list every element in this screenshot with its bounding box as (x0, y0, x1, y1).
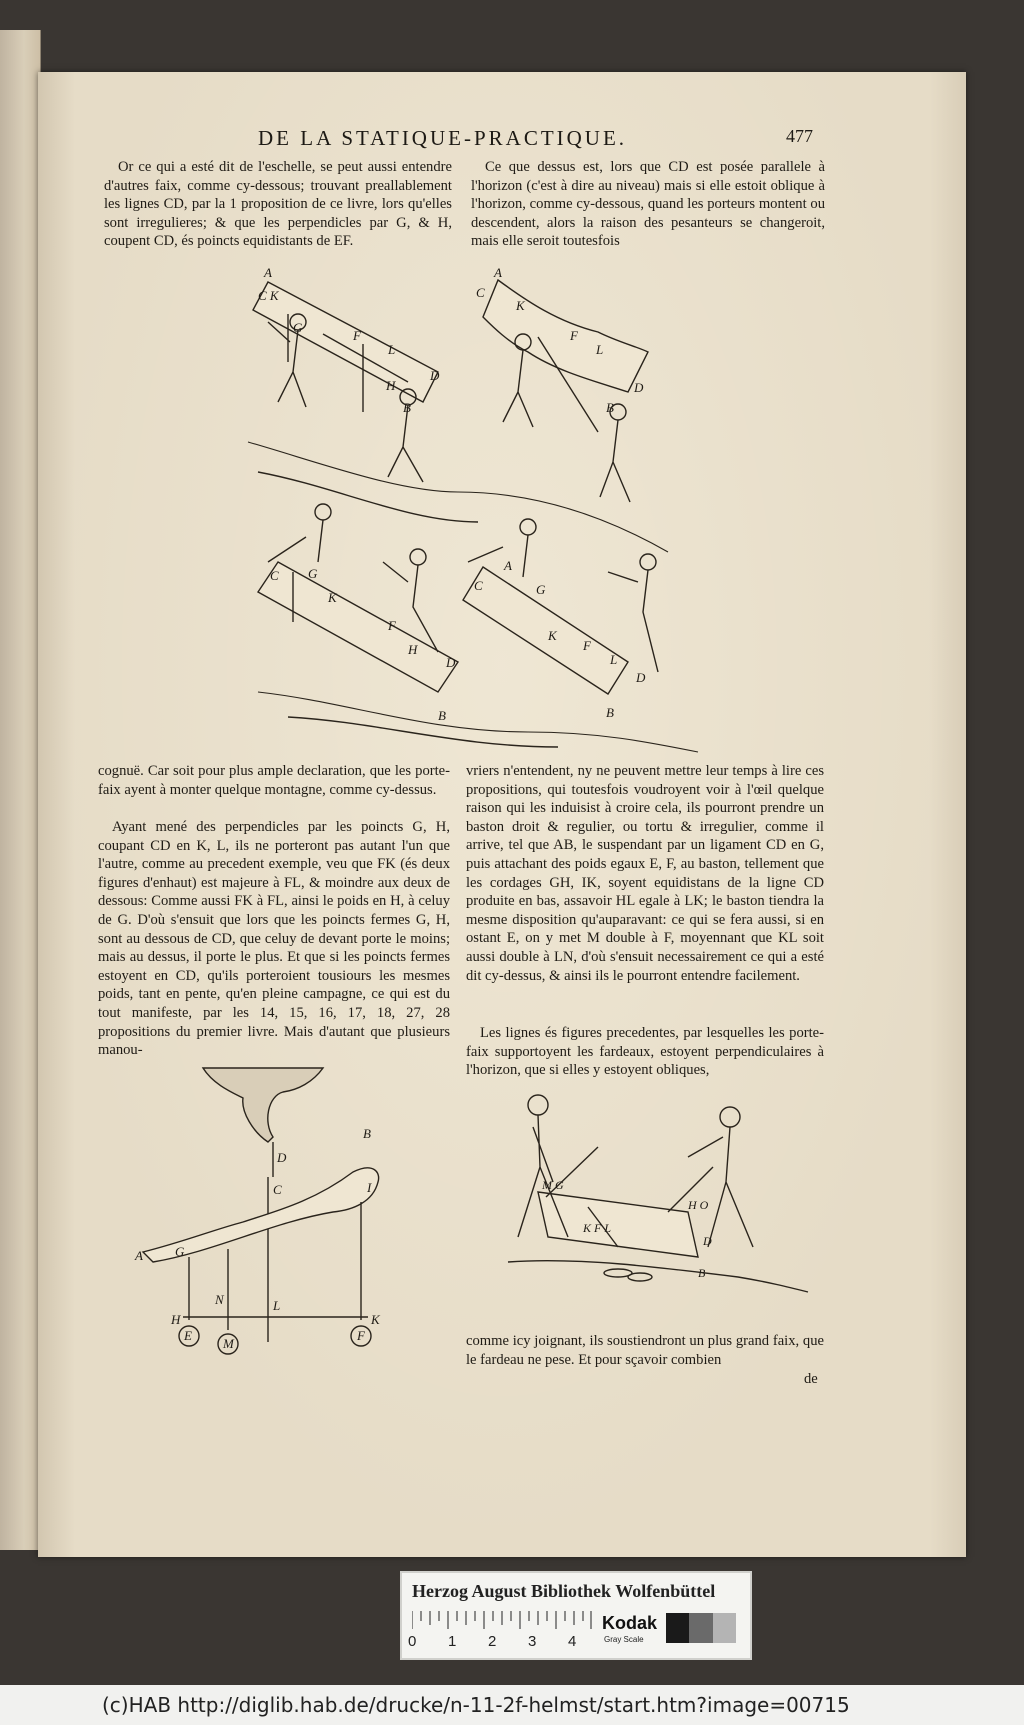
fig5-label-l: L (273, 1298, 281, 1313)
fig1-label-d: D (430, 368, 440, 383)
fig3-label-f: F (388, 618, 396, 633)
fig6-label-ho: H O (688, 1198, 709, 1212)
ruler-num-4: 4 (568, 1633, 577, 1650)
ruler-scale (412, 1611, 592, 1631)
fig5-label-f: F (357, 1328, 365, 1343)
fig4-label-k: K (548, 628, 557, 643)
fig2-label-f: F (570, 328, 578, 343)
fig4-label-l: L (610, 652, 618, 667)
fig5-label-c: C (273, 1182, 282, 1197)
fig6-label-kfl: K F L (583, 1221, 612, 1235)
col1-para3: Ayant mené des perpendicles par les poincts G, H, coupant CD en K, L, ils ne porteront pas autant l'un que l'autre, comme au precedent exemple, veu que FK (és deux figures d'enhaut) est majeure à FL, & moindre aux deux de dessous: Comme aussi FK à FL, ainsi le poids en H, à celuy de G. D'où s'ensuit que lors que les poincts fermes G, H, sont au dessous de CD, que celuy de devant porte le moins; mais au dessus, il porte le plus. Et que si les poincts fermes estoyent en CD, qu'ils porteroient tousiours les mesmes poids, tant en pente, qu'en pleine campagne, ce qui est du tout manifeste, par les 14, 15, 16, 17, 18, 27, 28 propositions du premier livre. Mais d'autant que plusieurs manou- (98, 819, 450, 1059)
fig4-label-c: C (474, 578, 483, 593)
figure-porters-slope (198, 262, 758, 762)
fig5-label-a: A (135, 1248, 143, 1263)
fig3-label-h: H (408, 642, 418, 657)
col2-para4: comme icy joignant, ils soustiendront un plus grand faix, que le fardeau ne pese. Et pour sçavoir combien (466, 1333, 824, 1368)
catchword: de (804, 1371, 818, 1387)
swatch-dark-gray (689, 1613, 712, 1643)
fig4-label-d: D (636, 670, 646, 685)
fig3-label-k: K (328, 590, 337, 605)
ruler-num-1: 1 (448, 1633, 457, 1650)
fig5-label-k: K (371, 1312, 380, 1327)
fig1-label-ck: C K (258, 288, 279, 303)
fig2-label-c: C (476, 285, 485, 300)
fig5-label-b: B (363, 1126, 371, 1141)
fig5-label-e: E (184, 1328, 192, 1343)
archive-color-card (400, 1571, 752, 1660)
library-name: Herzog August Bibliothek Wolfenbüttel (412, 1581, 716, 1601)
fig3-label-d: D (446, 655, 456, 670)
book-page (38, 72, 966, 1557)
col2-para3: Les lignes és figures precedentes, par lesquelles les porte-faix supportoyent les fardeaux, estoyent perpendiculaires à l'horizon, que si elles y estoyent obliques, (466, 1025, 824, 1079)
fig2-label-k: K (516, 298, 525, 313)
col2-para2: vriers n'entendent, ny ne peuvent mettre leur temps à lire ces propositions, qui toutesfois voudroyent voir à l'œil quelque raison qui les induisist à croire cela, ils pourront prendre un baston droit & regulier, ou tortu & irregulier, comme il arrive, tel que AB, le suspendant par un ligament CD en G, puis attachant des poids egaux E, F, au baston, tellement que les cordages GH, IK, soyent equidistans de la ligne CD produite en bas, assavoir HL egale à LK; le baston tiendra la mesme disposition qu'auparavant: ce qui se fera aussi, si en ostant E, on y met M double à F, moyennant que KL soit aussi double à LN, d'où s'ensuit necessairement ce qui a esté dit cy-dessus, & ainsi ils le pourront entendre facilement. (466, 763, 824, 984)
running-head: DE LA STATIQUE-PRACTIQUE. (258, 126, 628, 150)
fig1-label-l: L (388, 342, 396, 357)
swatch-black (666, 1613, 689, 1643)
ruler-num-3: 3 (528, 1633, 537, 1650)
fig5-label-d: D (277, 1150, 287, 1165)
fig2-label-a: A (494, 265, 502, 280)
ruler-num-0: 0 (408, 1633, 417, 1650)
fig2-label-d: D (634, 380, 644, 395)
fig1-label-h: H (386, 378, 396, 393)
fig2-label-b: B (606, 400, 614, 415)
fig1-label-b: B (403, 400, 411, 415)
fig5-label-n: N (215, 1292, 224, 1307)
col1-para1: Or ce qui a esté dit de l'eschelle, se peut aussi entendre d'autres faix, comme cy-dessous; trouvant preallablement les lignes CD, par la 1 proposition de ce livre, lors qu'elles sont irregulieres; & que les perpendicles par G, & H, coupent CD, és poincts equidistants de EF. (104, 159, 452, 250)
fig2-label-l: L (596, 342, 604, 357)
fig5-label-i: I (367, 1180, 372, 1195)
fig4-label-a: A (504, 558, 512, 573)
fig4-label-g: G (536, 582, 546, 597)
figure-oblique-carriers (498, 1087, 828, 1327)
col2-para1: Ce que dessus est, lors que CD est posée parallele à l'horizon (c'est à dire au niveau) mais si elle estoit oblique à l'horizon, comme cy-dessous, quand les porteurs montent ou descendent, alors la raison des pesanteurs se changeroit, mais elle seroit toutesfois (471, 159, 825, 250)
swatch-light-gray (713, 1613, 736, 1643)
fig4-label-f: F (583, 638, 591, 653)
figure-suspended-stick (123, 1062, 443, 1382)
fig6-label-b: B (698, 1266, 706, 1280)
fig1-label-g: G (293, 320, 303, 335)
page-number: 477 (786, 126, 813, 146)
fig1-label-a: A (264, 265, 272, 280)
fig4-label-b: B (606, 705, 614, 720)
fig5-label-h: H (171, 1312, 181, 1327)
left-page-edge (0, 30, 41, 1550)
fig5-label-m: M (223, 1336, 234, 1351)
ruler-num-2: 2 (488, 1633, 497, 1650)
fig6-label-d: D (703, 1234, 712, 1248)
gray-scale-label: Gray Scale (604, 1635, 644, 1644)
copyright-footer: (c)HAB http://diglib.hab.de/drucke/n-11-2f-helmst/start.htm?image=00715 (102, 1693, 850, 1717)
fig5-label-g: G (175, 1244, 185, 1259)
fig3-label-b: B (438, 708, 446, 723)
kodak-logo: Kodak (602, 1613, 658, 1633)
fig3-label-c: C (270, 568, 279, 583)
fig1-label-f: F (353, 328, 361, 343)
gray-swatches (666, 1613, 736, 1643)
fig6-label-mg: M G (542, 1178, 564, 1192)
fig3-label-g: G (308, 566, 318, 581)
col1-para2: cognuë. Car soit pour plus ample declaration, que les porte-faix ayent à monter quelque montagne, comme cy-dessus. (98, 763, 450, 798)
